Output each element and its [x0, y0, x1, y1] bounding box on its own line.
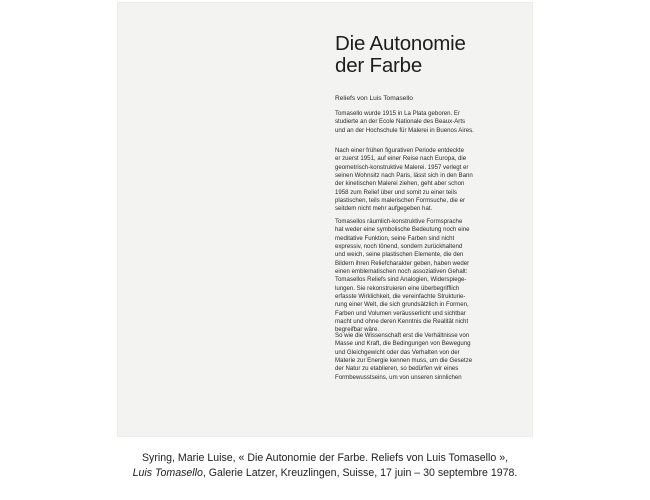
text-line: studierte an der Ecole Nationale des Beaux-Arts	[335, 118, 466, 126]
text-line: der Natur zu etablieren, so bedürfen wir eines	[335, 365, 459, 373]
paragraph-1	[335, 110, 515, 135]
title-line: Die Autonomie	[335, 32, 466, 55]
text-line: der kinetischen Malerei ziehen, geht aber schon	[335, 180, 465, 188]
text-line: seinen Wohnsitz nach Paris, lässt sich in den Bann	[335, 172, 473, 180]
text-line: Tomasellos räumlich-konstruktive Formsprache	[335, 218, 463, 225]
text-line: Formbewusstseins, um von unseren sinnlichen	[335, 373, 462, 381]
caption-publication-title: Luis Tomasello	[132, 467, 203, 479]
text-line: Masse und Kraft, die Bedingungen von Bewegung	[335, 340, 471, 348]
text-line: Tomasellos Reliefs sind Analogien, Widerspiege-	[335, 276, 467, 284]
text-line: erfasste Wirklichkeit, die vereinfachte Strukturie-	[335, 293, 466, 301]
document-title	[335, 33, 515, 77]
text-line: expressiv, noch tönend, sondern zurückhaltend	[335, 243, 463, 251]
text-line: Materie zur Energie kennen muss, um die Gesetze	[335, 357, 473, 365]
paragraph-3	[335, 218, 515, 335]
document-page	[118, 3, 532, 436]
text-line: plastischen, teils malerischen Formsuche, die er	[335, 197, 466, 205]
paragraph-2	[335, 147, 515, 214]
text-line: Bildern ihren Reliefcharakter geben, haben weder	[335, 259, 470, 267]
text-line: So wie die Wissenschaft erst die Verhältnisse von	[335, 332, 470, 339]
text-line: 1958 zum Relief über und somit zu einer teils	[335, 188, 457, 196]
text-line: seitdem nicht mehr aufgegeben hat.	[335, 205, 433, 213]
title-line: der Farbe	[335, 54, 423, 77]
text-line: macht und ohne deren Kenntnis die Realität nicht	[335, 318, 469, 326]
caption-citation: Syring, Marie Luise, « Die Autonomie der Farbe. Reliefs von Luis Tomasello »,	[141, 452, 509, 464]
caption-line-2	[0, 466, 650, 481]
text-line: und an der Hochschule für Malerei in Buenos Aires.	[335, 126, 474, 134]
document-subtitle: Reliefs von Luis Tomasello	[335, 95, 413, 102]
image-caption	[0, 451, 650, 481]
paragraph-4	[335, 332, 515, 382]
caption-publication-details: , Galerie Latzer, Kreuzlingen, Suisse, 17 juin – 30 septembre 1978.	[202, 467, 518, 479]
text-line: und Gleichgewicht oder das Verhalten von der	[335, 348, 460, 356]
text-line: Nach einer frühen figurativen Periode entdeckte	[335, 147, 465, 154]
text-line: Tomasello wurde 1915 in La Plata geboren. Er	[335, 110, 460, 117]
text-line: er zuerst 1951, auf einer Reise nach Europa, die	[335, 155, 467, 163]
text-line: lungen. Sie rekonstruieren eine überbegrifflich	[335, 284, 460, 292]
text-line: hat weder eine symbolische Bedeutung noch eine	[335, 226, 470, 234]
text-line: einen emblematischen noch assoziativen Gehalt:	[335, 268, 468, 276]
text-line: rung einer Welt, die sich grundsätzlich in Formen,	[335, 301, 469, 309]
text-line: geometrisch-konstruktive Malerei. 1957 verlegt er	[335, 163, 469, 171]
text-line: begreifbar wäre.	[335, 326, 380, 334]
caption-line-1	[0, 451, 650, 466]
text-line: und weich, seine plastischen Elemente, die den	[335, 251, 464, 259]
text-line: meditative Funktion, seine Farben sind nicht	[335, 234, 455, 242]
text-line: Farben und Volumen veräusserlicht und sichtbar	[335, 309, 466, 317]
